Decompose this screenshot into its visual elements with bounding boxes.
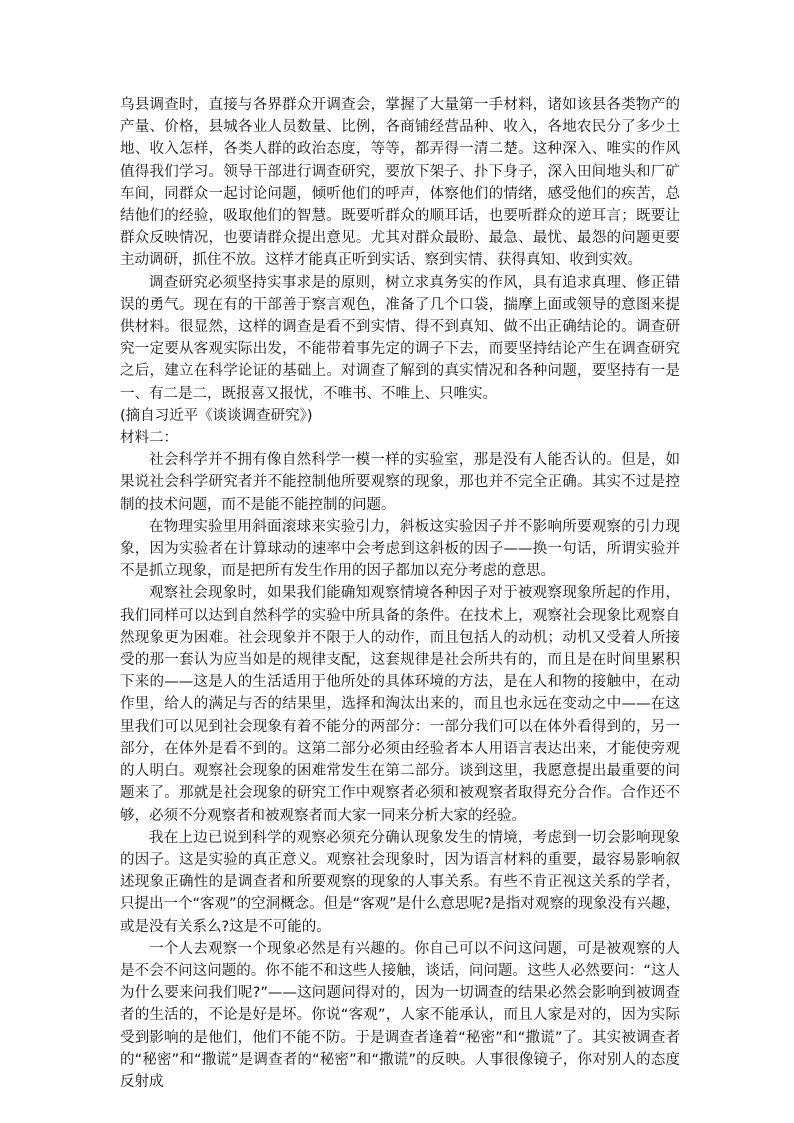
source-citation: (摘自习近平《谈谈调查研究》) xyxy=(120,407,313,424)
body-paragraph-2: 调查研究必须坚持实事求是的原则，树立求真务实的作风，具有追求真理、修正错误的勇气。现在有的干部善于察言观色，准备了几个口袋，揣摩上面或领导的意图来提供材料。很显然，这样的调查是看不到实情、得不到真知、做不出正确结论的。调查研究一定要从客观实际出发，不能带着事先定的调子下去，而要坚持结论产生在调查研究之后，建立在科学论证的基础上。对调查了解到的真实情况和各种问题，要坚持有一是一、有二是二，既报喜又报忧，不唯书、不唯上、只唯实。 xyxy=(120,274,680,402)
document-page xyxy=(120,94,680,1093)
body-paragraph-5: 观察社会现象时，如果我们能确知观察情境各种因子对于被观察现象所起的作用，我们同样可以达到自然科学的实验中所具备的条件。在技术上，观察社会现象比观察自然现象更为困难。社会现象并不限于人的动作，而且包括人的动机；动机又受着人所接受的那一套认为应当如是的规律支配，这套规律是社会所共有的，而且是在时间里累积下来的——这是人的生活适用于他所处的具体环境的方法，是在人和物的接触中，在动作里，给人的满足与否的结果里，选择和淘汰出来的，而且也永远在变动之中——在这里我们可以见到社会现象有着不能分的两部分：一部分我们可以在体外看得到的，另一部分，在体外是看不到的。这第二部分必须由经验者本人用语言表达出来，才能使旁观的人明白。观察社会现象的困难常发生在第二部分。谈到这里，我愿意提出最重要的问题来了。那就是社会现象的研究工作中观察者必须和被观察者取得充分合作。合作还不够，必须不分观察者和被观察者而大家一同来分析大家的经验。 xyxy=(120,585,680,824)
body-paragraph-1: 乌县调查时，直接与各界群众开调查会，掌握了大量第一手材料，诸如该县各类物产的产量、价格，县城各业人员数量、比例，各商铺经营品种、收入，各地农民分了多少土地、收入怎样，各类人群的政治态度，等等，都弄得一清二楚。这种深入、唯实的作风值得我们学习。领导干部进行调查研究，要放下架子、扑下身子，深入田间地头和厂矿车间，同群众一起讨论问题，倾听他们的呼声，体察他们的情绪，感受他们的疾苦，总结他们的经验，吸取他们的智慧。既要听群众的顺耳话，也要听群众的逆耳言；既要让群众反映情况，也要请群众提出意见。尤其对群众最盼、最急、最忧、最怨的问题更要主动调研，抓住不放。这样才能真正听到实话、察到实情、获得真知、收到实效。 xyxy=(120,97,680,269)
section-heading-material-two: 材料二： xyxy=(120,430,178,447)
body-paragraph-4: 在物理实验里用斜面滚球来实验引力，斜板这实验因子并不影响所要观察的引力现象，因为实验者在计算球动的速率中会考虑到这斜板的因子——换一句话，所谓实验并不是抓立现象，而是把所有发生作用的因子都加以充分考虑的意思。 xyxy=(120,518,680,580)
body-paragraph-3: 社会科学并不拥有像自然科学一模一样的实验室，那是没有人能否认的。但是，如果说社会科学研究者并不能控制他所要观察的现象，那也并不完全正确。其实不过是控制的技术问题，而不是能不能控制的问题。 xyxy=(120,452,680,513)
body-paragraph-7: 一个人去观察一个现象必然是有兴趣的。你自己可以不问这问题，可是被观察的人是不会不问这问题的。你不能不和这些人接触，谈话，问问题。这些人必然要问：“这人为什么要来问我们呢?”——这问题问得对的，因为一切调查的结果必然会影响到被调查者的生活的，不论是好是坏。你说“客观”，人家不能承认，而且人家是对的，因为实际受到影响的是他们，他们不能不防。于是调查者逢着“秘密”和“撒谎”了。其实被调查者的“秘密”和“撒谎”是调查者的“秘密”和“撒谎”的反映。人事很像镜子，你对别人的态度反射成 xyxy=(120,940,680,1090)
body-paragraph-6: 我在上边已说到科学的观察必须充分确认现象发生的情境，考虑到一切会影响现象的因子。这是实验的真正意义。观察社会现象时，因为语言材料的重要，最容易影响叙述现象正确性的是调查者和所要观察的现象的人事关系。有些不肯正视这关系的学者，只提出一个“客观”的空洞概念。但是“客观”是什么意思呢?是指对观察的现象没有兴趣，或是没有关系么?这是不可能的。 xyxy=(120,829,680,935)
